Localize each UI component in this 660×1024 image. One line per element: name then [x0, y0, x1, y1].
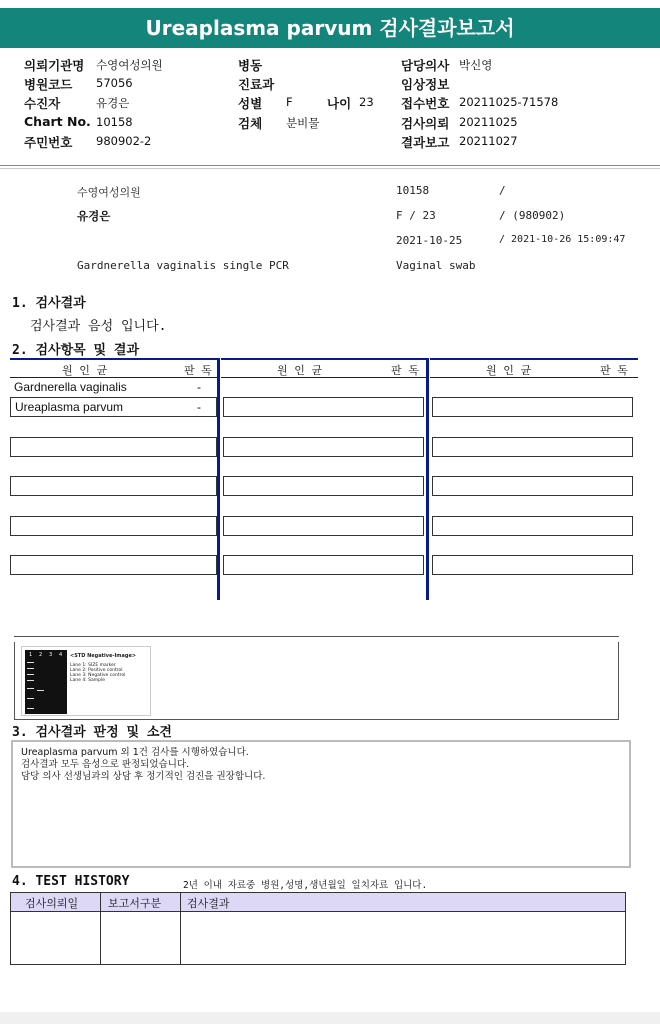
gel-band: [27, 662, 34, 663]
history-col-request-date: 검사의뢰일: [25, 897, 79, 910]
empty-cell: [432, 476, 633, 496]
doctor-value: 박신영: [459, 58, 493, 72]
history-col-result: 검사결과: [187, 897, 230, 910]
empty-cell: [223, 516, 424, 536]
column-divider: [426, 358, 429, 600]
request-date-value: 20211025: [459, 115, 518, 129]
empty-cell: [223, 476, 424, 496]
gel-legend: Lane 3: Negative control: [70, 673, 126, 678]
hospital-code-value: 57056: [96, 76, 133, 90]
column-divider: [217, 358, 220, 600]
patient-label: 수진자: [24, 96, 61, 111]
gel-band: [27, 708, 34, 709]
sex-value: F: [286, 95, 293, 109]
report-datetime: / 2021-10-26 15:09:47: [499, 234, 626, 245]
gel-caption: <STD Negative-Image>: [70, 653, 137, 659]
empty-cell: [10, 555, 217, 575]
section4-title: 4. TEST HISTORY: [12, 874, 130, 889]
empty-cell: [10, 516, 217, 536]
sex-label: 성별: [238, 96, 263, 111]
result-gardnerella: -: [197, 380, 201, 394]
age-value: 23: [359, 95, 374, 109]
doctor-label: 담당의사: [401, 58, 450, 73]
section1-result-text: 검사결과 음성 입니다.: [30, 319, 167, 334]
gel-legend: Lane 1: SIZE marker: [70, 663, 116, 668]
gel-legend: Lane 4: Sample: [70, 678, 105, 683]
lane-label: 2: [39, 652, 43, 658]
rrn-value: 980902-2: [96, 134, 152, 148]
result-ureaplasma: -: [197, 400, 201, 414]
gel-electrophoresis: [25, 650, 67, 714]
interpretation-box: [11, 740, 631, 868]
empty-cell: [10, 476, 217, 496]
judgement-header: 판 독: [184, 364, 212, 377]
section3-title: 3. 검사결과 판정 및 소견: [12, 725, 172, 740]
interpretation-line: 담당 의사 선생님과의 상담 후 정기적인 검진을 권장합니다.: [21, 771, 266, 782]
clinical-info-label: 임상정보: [401, 77, 450, 92]
empty-cell: [223, 555, 424, 575]
request-date-label: 검사의뢰: [401, 116, 450, 131]
patient-sex-age: F / 23: [396, 209, 436, 222]
pathogen-gardnerella: Gardnerella vaginalis: [14, 380, 127, 394]
section1-title: 1. 검사결과: [12, 296, 86, 311]
pathogen-header: 원 인 균: [62, 364, 108, 377]
lane-label: 1: [29, 652, 33, 658]
rrn-label: 주민번호: [24, 135, 73, 150]
patient-birth: / (980902): [499, 209, 566, 222]
gel-top-rule: [14, 636, 619, 637]
request-date: 2021-10-25: [396, 234, 463, 247]
patient-name: 유경은: [77, 209, 111, 223]
empty-cell: [223, 437, 424, 457]
report-title: Ureaplasma parvum 검사결과보고서: [0, 8, 660, 48]
gel-legend: Lane 2: Positive control: [70, 668, 123, 673]
requester-label: 의뢰기관명: [24, 58, 85, 73]
patient-hospital: 수영여성의원: [77, 186, 141, 199]
history-table: [10, 892, 626, 965]
specimen-label: 검체: [238, 116, 263, 131]
judgement-header: 판 독: [391, 364, 419, 377]
divider: [0, 168, 660, 169]
test-name: Gardnerella vaginalis single PCR: [77, 259, 289, 272]
history-header: [11, 893, 625, 912]
chart-no-label: Chart No.: [24, 114, 91, 129]
lane-label: 3: [49, 652, 53, 658]
chart-no-value: 10158: [96, 115, 133, 129]
gel-band: [27, 688, 34, 689]
history-col-divider: [180, 893, 181, 964]
dept-label: 진료과: [238, 77, 275, 92]
pathogen-ureaplasma: Ureaplasma parvum: [15, 400, 124, 414]
patient-chart: 10158: [396, 184, 430, 197]
gel-image-frame: [14, 642, 619, 720]
judgement-header: 판 독: [600, 364, 628, 377]
empty-cell: [10, 437, 217, 457]
accession-value: 20211025-71578: [459, 95, 559, 109]
history-col-report-type: 보고서구분: [108, 897, 162, 910]
history-note: 2년 이내 자료중 병원,성명,생년월일 일치자료 입니다.: [183, 880, 428, 891]
interpretation-line: Ureaplasma parvum 외 1건 검사를 시행하였습니다.: [21, 747, 249, 758]
section2-title: 2. 검사항목 및 결과: [12, 343, 140, 358]
gel-image: [21, 646, 151, 716]
accession-label: 접수번호: [401, 96, 450, 111]
specimen-value: 분비물: [286, 116, 320, 130]
age-label: 나이: [327, 96, 352, 111]
pathogen-header: 원 인 균: [486, 364, 532, 377]
patient-slash: /: [499, 184, 506, 197]
test-specimen: Vaginal swab: [396, 259, 476, 272]
pathogen-header: 원 인 균: [277, 364, 323, 377]
gel-band: [27, 668, 34, 669]
empty-cell: [432, 437, 633, 457]
interpretation-line: 검사결과 모두 음성으로 판정되었습니다.: [21, 759, 190, 770]
gel-band: [27, 674, 34, 675]
result-col-header-3: [430, 358, 638, 378]
result-col-header-2: [221, 358, 427, 378]
gel-band: [37, 690, 44, 691]
gel-band: [27, 698, 34, 699]
patient-value: 유경은: [96, 96, 130, 110]
hospital-code-label: 병원코드: [24, 77, 73, 92]
report-date-value: 20211027: [459, 134, 518, 148]
lane-label: 4: [59, 652, 63, 658]
empty-cell: [432, 555, 633, 575]
report-date-label: 결과보고: [401, 135, 450, 150]
requester-value: 수영여성의원: [96, 58, 163, 72]
result-row: [10, 397, 217, 417]
empty-cell: [432, 516, 633, 536]
header-info: [0, 48, 660, 166]
result-col-header-1: [10, 358, 218, 378]
ward-label: 병동: [238, 58, 263, 73]
empty-cell: [432, 397, 633, 417]
empty-cell: [223, 397, 424, 417]
gel-band: [27, 680, 34, 681]
history-col-divider: [100, 893, 101, 964]
